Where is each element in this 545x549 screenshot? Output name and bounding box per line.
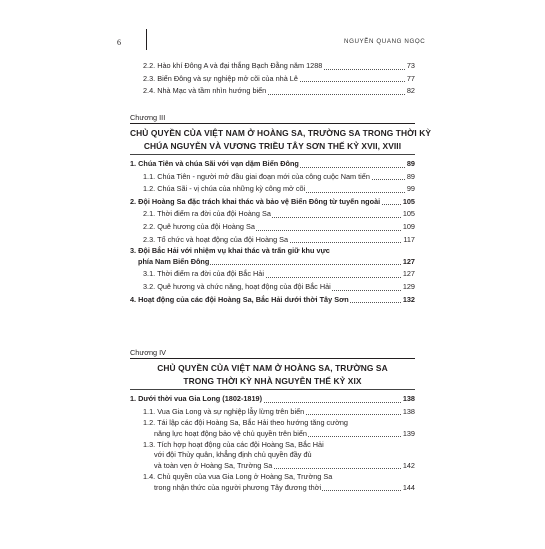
toc-entry: 1.2. Chúa Sãi - vị chúa của những kỳ công mở cõi 99 [143, 183, 415, 196]
title-rule [130, 154, 415, 155]
toc-entry: trong nhận thức của người phương Tây đương thời 144 [154, 482, 415, 495]
chapter-label: Chương IV [130, 347, 415, 359]
toc-top-section [130, 60, 415, 98]
toc-entry: 1. Dưới thời vua Gia Long (1802-1819) 138 [130, 393, 415, 406]
toc-entry: 2.2. Hào khí Đông A và đại thắng Bạch Đằng năm 1288 73 [143, 60, 415, 73]
chapter-3-section [130, 112, 432, 306]
toc-entry: 2.3. Biển Đông và sự nghiệp mở cõi của nhà Lê 77 [143, 73, 415, 86]
toc-entry: 1.1. Chúa Tiên - người mở đầu giai đoạn mới của công cuộc Nam tiến 89 [143, 171, 415, 184]
toc-entry: phía Nam Biển Đông 127 [138, 256, 415, 269]
toc-entry: 2. Đội Hoàng Sa đặc trách khai thác và bảo vệ Biển Đông từ tuyến ngoài 105 [130, 196, 415, 209]
toc-entry: 1. Chúa Tiên và chúa Sãi với vạn dặm Biển Đông 89 [130, 158, 415, 171]
chapter-4-section [130, 347, 415, 494]
title-rule [130, 389, 415, 390]
toc-entry: 4. Hoạt động của các đội Hoàng Sa, Bắc Hải dưới thời Tây Sơn 132 [130, 294, 415, 307]
toc-entry: 1.3. Tích hợp hoạt động của các đội Hoàng Sa, Bắc Hải [143, 440, 324, 450]
toc-entry: 2.2. Quê hương của đội Hoàng Sa 109 [143, 221, 415, 234]
toc-entry: và toàn vẹn ở Hoàng Sa, Trường Sa 142 [154, 460, 415, 473]
toc-entry: 1.2. Tái lập các đội Hoàng Sa, Bắc Hải theo hướng tăng cường [143, 418, 348, 428]
chapter-title: CHỦ QUYỀN CỦA VIỆT NAM Ở HOÀNG SA, TRƯỜNG SA TRONG THỜI KỲ CHÚA NGUYỄN VÀ VƯƠNG TRIỀU TÂY SƠN THẾ KỶ XVII, XVIII [130, 128, 432, 151]
toc-entry: 3.1. Thời điểm ra đời của đội Bắc Hải 127 [143, 268, 415, 281]
toc-entry: 3. Đội Bắc Hải với nhiệm vụ khai thác và trấn giữ khu vực [130, 246, 330, 256]
toc-entry: 3.2. Quê hương và chức năng, hoạt động của đội Bắc Hải 129 [143, 281, 415, 294]
toc-entry: 1.1. Vua Gia Long và sự nghiệp lẫy lừng trên biển 138 [143, 406, 415, 419]
chapter-title: CHỦ QUYỀN CỦA VIỆT NAM Ở HOÀNG SA, TRƯỜNG SA TRONG THỜI KỲ NHÀ NGUYỄN THẾ KỶ XIX [157, 363, 388, 386]
running-header-author: NGUYỄN QUANG NGỌC [344, 38, 426, 45]
chapter-3-entries [130, 158, 415, 306]
chapter-4-entries [130, 393, 415, 494]
chapter-label: Chương III [130, 112, 415, 124]
toc-entry: năng lực hoạt động bảo vệ chủ quyền trên biển 139 [154, 428, 415, 441]
toc-entry: 2.3. Tổ chức và hoạt động của đội Hoàng Sa 117 [143, 234, 415, 247]
toc-entry: 1.4. Chủ quyền của vua Gia Long ở Hoàng Sa, Trường Sa [143, 472, 333, 482]
toc-entry: 2.4. Nhà Mạc và tầm nhìn hướng biển 82 [143, 85, 415, 98]
page-number: 6 [117, 38, 121, 47]
header-divider [146, 29, 147, 50]
toc-entry: với đội Thủy quân, khẳng định chủ quyền đầy đủ [154, 449, 312, 459]
toc-entry: 2.1. Thời điểm ra đời của đội Hoàng Sa 105 [143, 208, 415, 221]
